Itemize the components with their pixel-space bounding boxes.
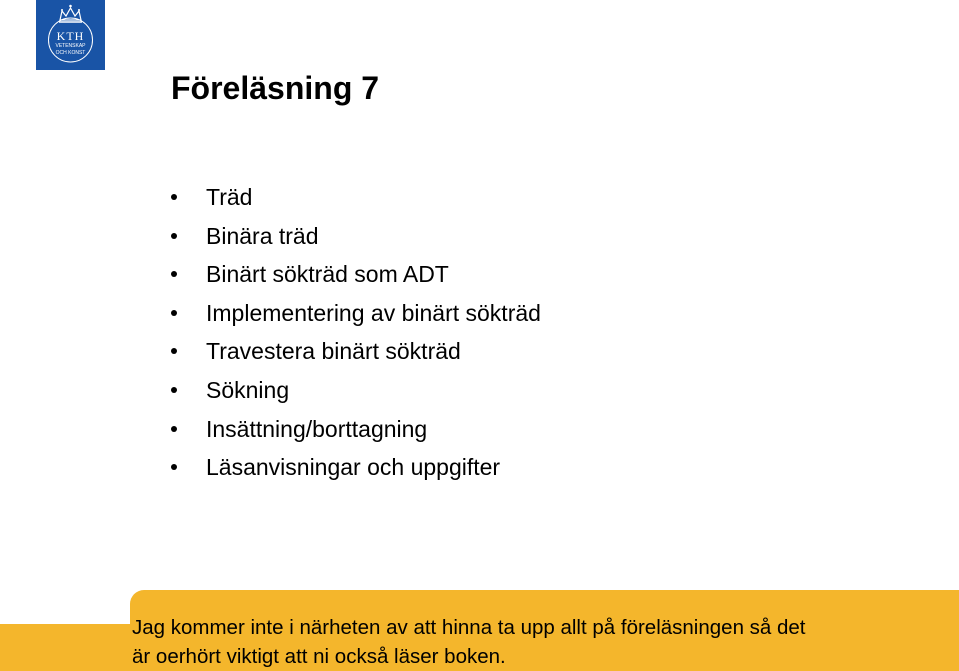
logo-wordmark: KTH <box>56 29 85 43</box>
bullet-item <box>171 335 541 374</box>
banner-note <box>132 613 958 671</box>
bullet-dot-icon <box>171 426 177 432</box>
bullet-dot-icon <box>171 348 177 354</box>
bullet-dot-icon <box>171 271 177 277</box>
logo-subtitle-line-1: VETENSKAP <box>55 43 86 49</box>
bullet-text: Sökning <box>206 376 290 403</box>
bullet-text: Binärt sökträd som ADT <box>206 261 449 288</box>
bullet-item <box>171 451 541 490</box>
bullet-text: Implementering av binärt sökträd <box>206 299 541 326</box>
bullet-dot-icon <box>171 464 177 470</box>
kth-logo <box>36 0 105 70</box>
bullet-dot-icon <box>171 233 177 239</box>
banner-line-1: Jag kommer inte i närheten av att hinna ta upp allt på föreläsningen så det <box>132 616 806 639</box>
bullet-item <box>171 220 541 259</box>
bullet-item <box>171 258 541 297</box>
bullet-dot-icon <box>171 194 177 200</box>
bullet-item <box>171 374 541 413</box>
bullet-item <box>171 181 541 220</box>
bullet-text: Insättning/borttagning <box>206 415 428 442</box>
banner-line-2: är oerhört viktigt att ni också läser boken. <box>132 645 506 668</box>
banner-tab <box>0 624 135 671</box>
bullet-dot-icon <box>171 387 177 393</box>
bullet-item <box>171 297 541 336</box>
logo-subtitle-line-2: OCH KONST <box>55 50 86 56</box>
bullet-text: Träd <box>206 184 253 210</box>
bullet-list <box>171 181 541 490</box>
bullet-text: Läsanvisningar och uppgifter <box>206 454 501 481</box>
slide-title: Föreläsning 7 <box>171 70 380 106</box>
bullet-dot-icon <box>171 310 177 316</box>
bullet-item <box>171 413 541 452</box>
bullet-text: Binära träd <box>206 222 319 249</box>
bullet-text: Travestera binärt sökträd <box>206 338 461 365</box>
